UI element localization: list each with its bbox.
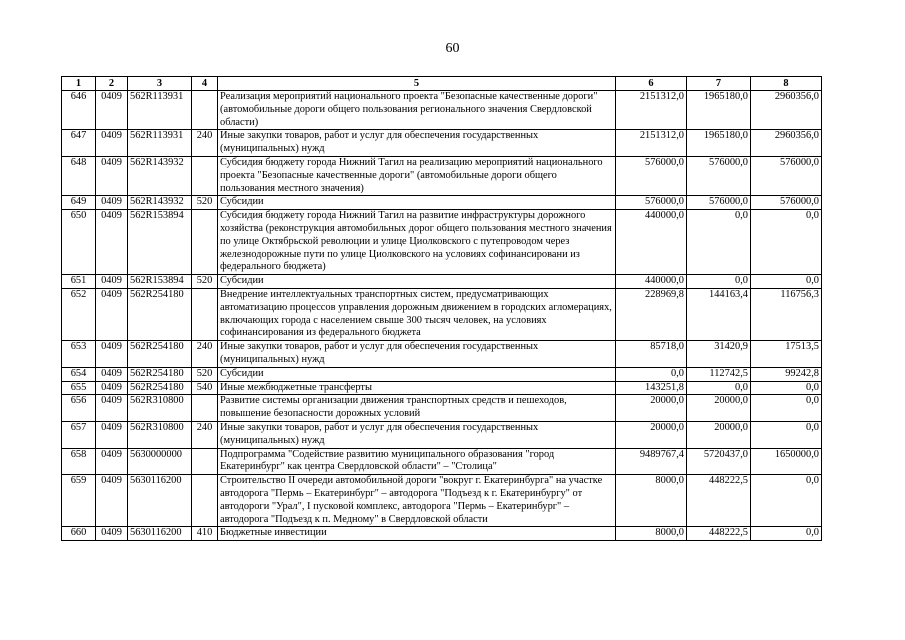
amount-col-6: 2151312,0 — [616, 91, 687, 130]
section-code: 0409 — [96, 130, 128, 157]
expense-type-code — [192, 288, 218, 340]
row-number: 659 — [62, 475, 96, 527]
amount-col-6: 8000,0 — [616, 527, 687, 541]
amount-col-7: 448222,5 — [687, 475, 751, 527]
amount-col-8: 2960356,0 — [751, 91, 822, 130]
row-number: 650 — [62, 210, 96, 275]
expense-type-code: 240 — [192, 341, 218, 368]
expense-type-code: 540 — [192, 381, 218, 395]
table-row — [62, 156, 822, 195]
target-article-code: 562R153894 — [128, 275, 192, 289]
item-name: Внедрение интеллектуальных транспортных систем, предусматривающих автоматизацию процессов управления дорожным движением в городских агломерациях, включающих города с населением свыше 300 тысяч человек, на условиях софинансирования из федерального бюджета — [218, 288, 616, 340]
amount-col-6: 0,0 — [616, 367, 687, 381]
amount-col-8: 576000,0 — [751, 196, 822, 210]
table-row — [62, 475, 822, 527]
row-number: 648 — [62, 156, 96, 195]
section-code: 0409 — [96, 341, 128, 368]
amount-col-8: 0,0 — [751, 421, 822, 448]
expense-type-code: 520 — [192, 275, 218, 289]
item-name: Субсидии — [218, 196, 616, 210]
amount-col-7: 5720437,0 — [687, 448, 751, 475]
target-article-code: 5630116200 — [128, 527, 192, 541]
target-article-code: 562R113931 — [128, 91, 192, 130]
row-number: 646 — [62, 91, 96, 130]
col-header-4: 4 — [192, 77, 218, 91]
amount-col-8: 576000,0 — [751, 156, 822, 195]
target-article-code: 562R254180 — [128, 367, 192, 381]
section-code: 0409 — [96, 527, 128, 541]
amount-col-8: 2960356,0 — [751, 130, 822, 157]
header-row — [62, 77, 822, 91]
amount-col-7: 144163,4 — [687, 288, 751, 340]
item-name: Иные закупки товаров, работ и услуг для обеспечения государственных (муниципальных) нужд — [218, 341, 616, 368]
expense-type-code — [192, 91, 218, 130]
expense-type-code — [192, 475, 218, 527]
amount-col-8: 0,0 — [751, 381, 822, 395]
amount-col-7: 112742,5 — [687, 367, 751, 381]
section-code: 0409 — [96, 275, 128, 289]
section-code: 0409 — [96, 475, 128, 527]
row-number: 652 — [62, 288, 96, 340]
table-row — [62, 91, 822, 130]
section-code: 0409 — [96, 156, 128, 195]
amount-col-8: 1650000,0 — [751, 448, 822, 475]
amount-col-7: 448222,5 — [687, 527, 751, 541]
item-name: Субсидия бюджету города Нижний Тагил на реализацию мероприятий национального проекта "Безопасные качественные дороги" (автомобильные дороги общего пользования местного значения) — [218, 156, 616, 195]
item-name: Развитие системы организации движения транспортных средств и пешеходов, повышение безопасности дорожных условий — [218, 395, 616, 422]
amount-col-7: 20000,0 — [687, 395, 751, 422]
item-name: Иные межбюджетные трансферты — [218, 381, 616, 395]
amount-col-7: 0,0 — [687, 275, 751, 289]
amount-col-6: 8000,0 — [616, 475, 687, 527]
table-row — [62, 448, 822, 475]
item-name: Строительство II очереди автомобильной дороги "вокруг г. Екатеринбурга" на участке автодорога "Пермь – Екатеринбург" – автодорога "Подъезд к г. Екатеринбургу" от автодороги "Урал", I пусковой комплекс, автодорога "Пермь – Екатеринбург" – автодорога "Подъезд к п. Медному" в Свердловской области — [218, 475, 616, 527]
row-number: 647 — [62, 130, 96, 157]
item-name: Субсидия бюджету города Нижний Тагил на развитие инфраструктуры дорожного хозяйства (реконструкция автомобильных дорог общего пользования местного значения по улице Октябрьской революции и улице Циолковского с путепроводом через железнодорожные пути по улице Циолковского на условиях софинансировани из федерального бюджета) — [218, 210, 616, 275]
section-code: 0409 — [96, 210, 128, 275]
amount-col-7: 31420,9 — [687, 341, 751, 368]
target-article-code: 562R113931 — [128, 130, 192, 157]
col-header-7: 7 — [687, 77, 751, 91]
section-code: 0409 — [96, 288, 128, 340]
amount-col-6: 20000,0 — [616, 395, 687, 422]
item-name: Подпрограмма "Содействие развитию муниципального образования "город Екатеринбург" как центра Свердловской области" – "Столица" — [218, 448, 616, 475]
col-header-3: 3 — [128, 77, 192, 91]
table-row — [62, 275, 822, 289]
amount-col-7: 576000,0 — [687, 196, 751, 210]
row-number: 656 — [62, 395, 96, 422]
expense-type-code: 240 — [192, 130, 218, 157]
col-header-8: 8 — [751, 77, 822, 91]
target-article-code: 562R143932 — [128, 196, 192, 210]
target-article-code: 562R254180 — [128, 288, 192, 340]
table-row — [62, 421, 822, 448]
amount-col-7: 1965180,0 — [687, 91, 751, 130]
col-header-6: 6 — [616, 77, 687, 91]
row-number: 653 — [62, 341, 96, 368]
target-article-code: 562R254180 — [128, 341, 192, 368]
amount-col-6: 9489767,4 — [616, 448, 687, 475]
amount-col-6: 228969,8 — [616, 288, 687, 340]
table-row — [62, 196, 822, 210]
section-code: 0409 — [96, 448, 128, 475]
table-row — [62, 210, 822, 275]
amount-col-8: 99242,8 — [751, 367, 822, 381]
row-number: 657 — [62, 421, 96, 448]
target-article-code: 562R143932 — [128, 156, 192, 195]
target-article-code: 562R310800 — [128, 421, 192, 448]
item-name: Субсидии — [218, 367, 616, 381]
amount-col-6: 576000,0 — [616, 196, 687, 210]
expense-type-code: 520 — [192, 196, 218, 210]
table-row — [62, 341, 822, 368]
page-number: 60 — [445, 41, 460, 56]
item-name: Реализация мероприятий национального проекта "Безопасные качественные дороги" (автомобильные дороги общего пользования регионального значения Свердловской области) — [218, 91, 616, 130]
item-name: Иные закупки товаров, работ и услуг для обеспечения государственных (муниципальных) нужд — [218, 421, 616, 448]
target-article-code: 5630000000 — [128, 448, 192, 475]
row-number: 649 — [62, 196, 96, 210]
amount-col-6: 85718,0 — [616, 341, 687, 368]
section-code: 0409 — [96, 91, 128, 130]
table-row — [62, 395, 822, 422]
expense-type-code — [192, 395, 218, 422]
amount-col-7: 576000,0 — [687, 156, 751, 195]
expense-type-code — [192, 448, 218, 475]
amount-col-8: 0,0 — [751, 275, 822, 289]
row-number: 654 — [62, 367, 96, 381]
amount-col-6: 440000,0 — [616, 210, 687, 275]
amount-col-7: 20000,0 — [687, 421, 751, 448]
table-row — [62, 367, 822, 381]
item-name: Бюджетные инвестиции — [218, 527, 616, 541]
col-header-5: 5 — [218, 77, 616, 91]
col-header-1: 1 — [62, 77, 96, 91]
amount-col-6: 576000,0 — [616, 156, 687, 195]
target-article-code: 5630116200 — [128, 475, 192, 527]
row-number: 660 — [62, 527, 96, 541]
target-article-code: 562R310800 — [128, 395, 192, 422]
expense-type-code — [192, 156, 218, 195]
amount-col-8: 0,0 — [751, 475, 822, 527]
amount-col-6: 143251,8 — [616, 381, 687, 395]
amount-col-8: 0,0 — [751, 395, 822, 422]
amount-col-7: 0,0 — [687, 210, 751, 275]
amount-col-8: 17513,5 — [751, 341, 822, 368]
section-code: 0409 — [96, 367, 128, 381]
section-code: 0409 — [96, 381, 128, 395]
row-number: 658 — [62, 448, 96, 475]
amount-col-7: 1965180,0 — [687, 130, 751, 157]
amount-col-6: 20000,0 — [616, 421, 687, 448]
amount-col-8: 0,0 — [751, 527, 822, 541]
table-row — [62, 527, 822, 541]
table-row — [62, 130, 822, 157]
table-row — [62, 288, 822, 340]
amount-col-6: 440000,0 — [616, 275, 687, 289]
section-code: 0409 — [96, 395, 128, 422]
section-code: 0409 — [96, 421, 128, 448]
row-number: 655 — [62, 381, 96, 395]
row-number: 651 — [62, 275, 96, 289]
table-row — [62, 381, 822, 395]
item-name: Иные закупки товаров, работ и услуг для обеспечения государственных (муниципальных) нужд — [218, 130, 616, 157]
amount-col-8: 116756,3 — [751, 288, 822, 340]
amount-col-7: 0,0 — [687, 381, 751, 395]
col-header-2: 2 — [96, 77, 128, 91]
target-article-code: 562R254180 — [128, 381, 192, 395]
expense-type-code — [192, 210, 218, 275]
item-name: Субсидии — [218, 275, 616, 289]
section-code: 0409 — [96, 196, 128, 210]
amount-col-8: 0,0 — [751, 210, 822, 275]
expense-type-code: 410 — [192, 527, 218, 541]
budget-table — [61, 76, 822, 541]
amount-col-6: 2151312,0 — [616, 130, 687, 157]
target-article-code: 562R153894 — [128, 210, 192, 275]
expense-type-code: 240 — [192, 421, 218, 448]
expense-type-code: 520 — [192, 367, 218, 381]
